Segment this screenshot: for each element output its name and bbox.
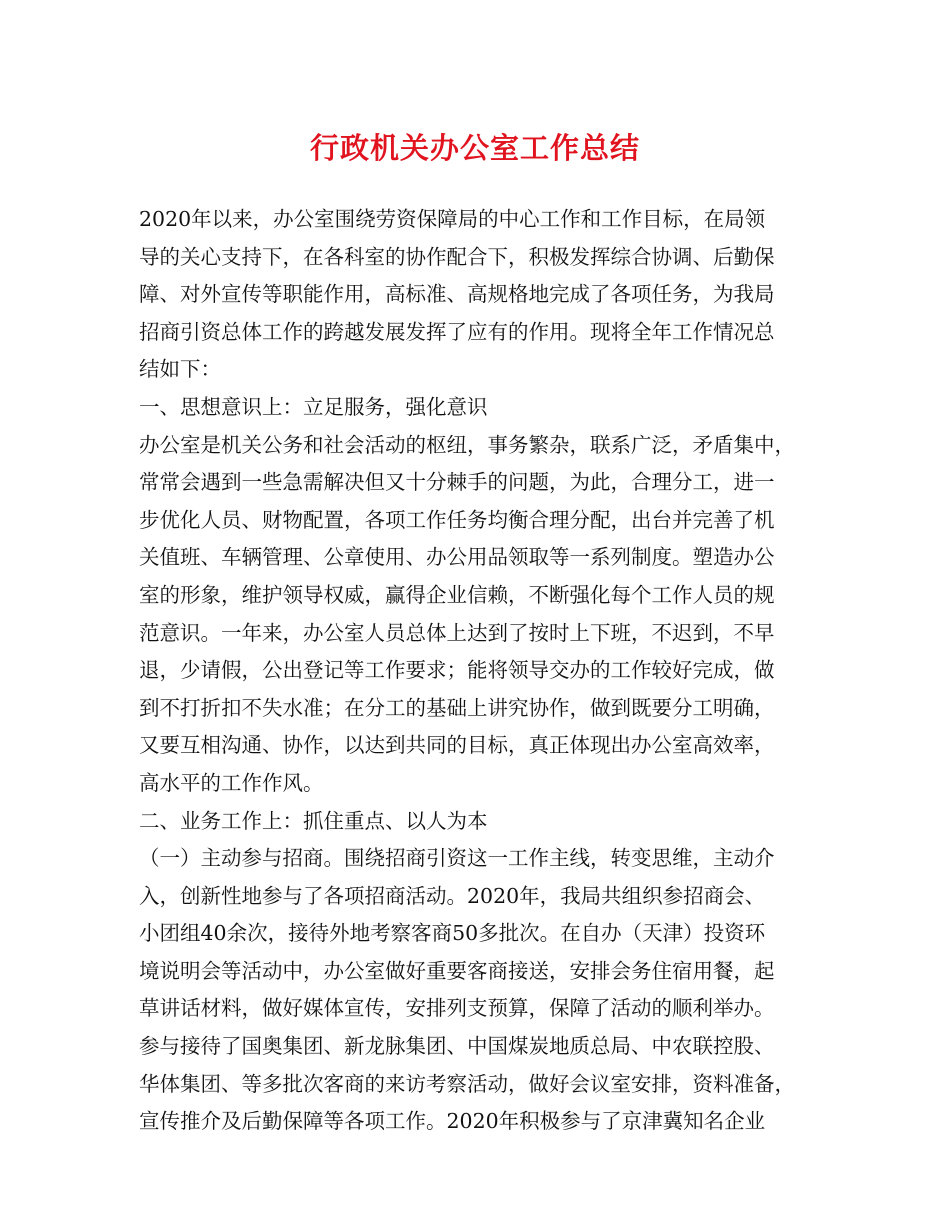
text-line: 境说明会等活动中，办公室做好重要客商接送，安排会务住宿用餐，起 <box>139 958 775 983</box>
text-line: 导的关心支持下，在各科室的协作配合下，积极发挥综合协调、后勤保 <box>139 244 775 269</box>
text-line: 常常会遇到一些急需解决但又十分棘手的问题，为此，合理分工，进一 <box>139 470 775 495</box>
text-line: 步优化人员、财物配置，各项工作任务均衡合理分配，出台并完善了机 <box>139 507 775 532</box>
text-line: 办公室是机关公务和社会活动的枢纽，事务繁杂，联系广泛，矛盾集中， <box>139 432 795 457</box>
text-line: 二、业务工作上：抓住重点、以人为本 <box>139 808 488 833</box>
body-text <box>139 201 819 1141</box>
text-line: 关值班、车辆管理、公章使用、办公用品领取等一系列制度。塑造办公 <box>139 545 775 570</box>
text-line: 华体集团、等多批次客商的来访考察活动，做好会议室安排，资料准备， <box>139 1071 795 1096</box>
text-line: 退，少请假，公出登记等工作要求；能将领导交办的工作较好完成，做 <box>139 658 775 683</box>
text-line: 障、对外宣传等职能作用，高标准、高规格地完成了各项任务，为我局 <box>139 282 775 307</box>
text-line: 草讲话材料，做好媒体宣传，安排列支预算，保障了活动的顺利举办。 <box>139 996 775 1021</box>
text-line: 宣传推介及后勤保障等各项工作。2020年积极参与了京津冀知名企业 <box>139 1109 766 1134</box>
text-line: 参与接待了国奥集团、新龙脉集团、中国煤炭地质总局、中农联控股、 <box>139 1034 775 1059</box>
text-line: （一）主动参与招商。围绕招商引资这一工作主线，转变思维，主动介 <box>139 846 775 871</box>
text-line: 小团组40余次，接待外地考察客商50多批次。在自办（天津）投资环 <box>139 921 766 946</box>
text-line: 高水平的工作作风。 <box>139 770 324 795</box>
text-line: 到不打折扣不失水准；在分工的基础上讲究协作，做到既要分工明确， <box>139 695 775 720</box>
text-line: 一、思想意识上：立足服务，强化意识 <box>139 394 488 419</box>
text-line: 入，创新性地参与了各项招商活动。2020年，我局共组织参招商会、 <box>139 883 766 908</box>
text-line: 招商引资总体工作的跨越发展发挥了应有的作用。现将全年工作情况总 <box>139 319 775 344</box>
text-line: 又要互相沟通、协作，以达到共同的目标，真正体现出办公室高效率， <box>139 733 775 758</box>
text-line: 结如下： <box>139 357 221 382</box>
text-line: 范意识。一年来，办公室人员总体上达到了按时上下班，不迟到，不早 <box>139 620 775 645</box>
text-line: 2020年以来，办公室围绕劳资保障局的中心工作和工作目标，在局领 <box>139 207 766 231</box>
page-title: 行政机关办公室工作总结 <box>309 131 640 165</box>
text-line: 室的形象，维护领导权威，赢得企业信赖，不断强化每个工作人员的规 <box>139 582 775 607</box>
